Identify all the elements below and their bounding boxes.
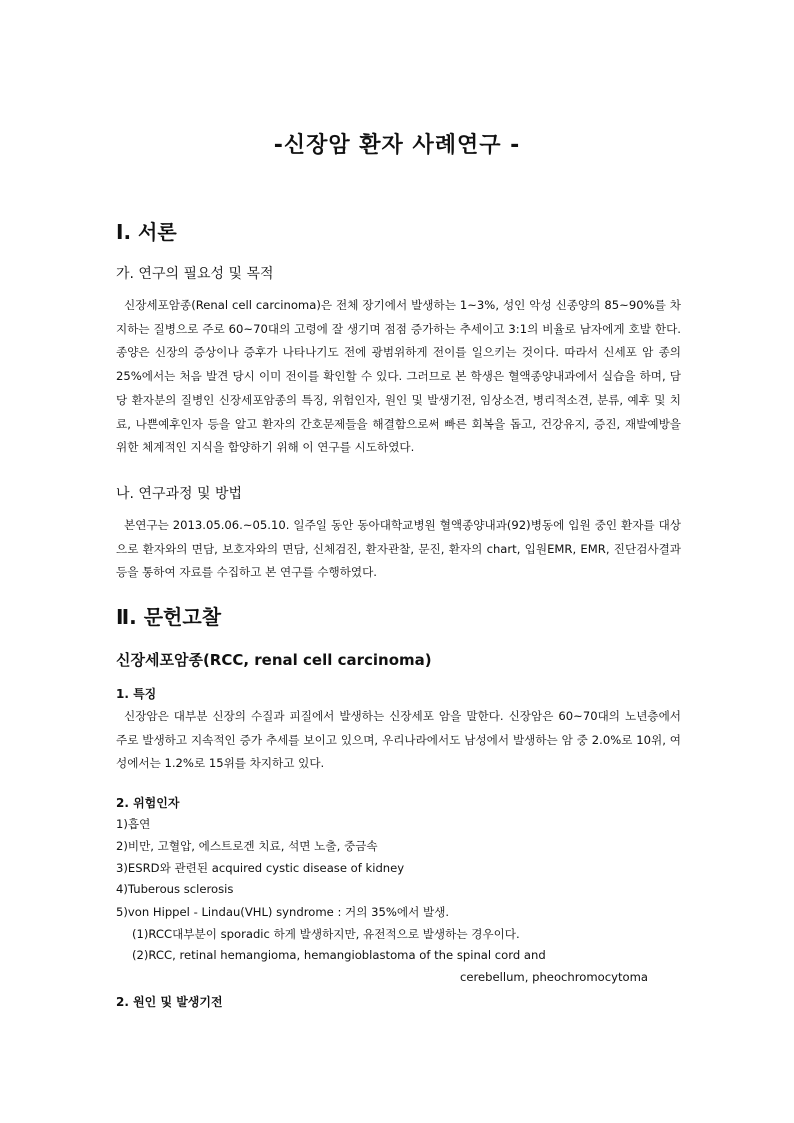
risk-factor-line: 1)흡연 bbox=[116, 817, 151, 831]
risk-factor-line: 2)비만, 고혈압, 에스트로겐 치료, 석면 노출, 중금속 bbox=[116, 839, 378, 853]
risk-factor-subline: (1)RCC대부분이 sporadic 하게 발생하지만, 유전적으로 발생하는 경우이다. bbox=[132, 927, 520, 941]
page-title: -신장암 환자 사례연구 - bbox=[273, 133, 521, 158]
risk-factor-line: 4)Tuberous sclerosis bbox=[116, 882, 234, 896]
section-heading-literature-review: Ⅱ. 문헌고찰 bbox=[116, 605, 222, 629]
topic-heading-rcc: 신장세포암종(RCC, renal cell carcinoma) bbox=[116, 651, 432, 669]
subsection-heading-purpose: 가. 연구의 필요성 및 목적 bbox=[116, 266, 274, 282]
paragraph-purpose: 신장세포암종(Renal cell carcinoma)은 전체 장기에서 발생하는 1~3%, 성인 악성 신종양의 85~90%를 차지하는 질병으로 주로 60~70대의 고령에 잘 생기며 점점 증가하는 추세이고 3:1의 비율로 남자에게 호발 한다. 종양은 신장의 증상이나 증후가 나타나기도 전에 광범위하게 전이를 일으키는 것이다. 따라서 신세포 암 종의 25%에서는 처음 발견 당시 이미 전이를 확인할 수 있다. 그러므로 본 학생은 혈액종양내과에서 실습을 하며, 담당 환자분의 질병인 신장세포암종의 특징, 위험인자, 원인 및 발생기전, 임상소견, 병리적소견, 분류, 예후 및 치료, 나쁜예후인자 등을 알고 환자의 간호문제들을 해결함으로써 빠른 회복을 돕고, 건강유지, 증진, 재발예방을 위한 체계적인 지식을 함양하기 위해 이 연구를 시도하였다. bbox=[116, 298, 681, 455]
item-heading-causes: 2. 원인 및 발생기전 bbox=[116, 995, 223, 1009]
risk-factor-subline: (2)RCC, retinal hemangioma, hemangioblastoma of the spinal cord and bbox=[132, 948, 546, 962]
item-heading-risk-factors: 2. 위험인자 bbox=[116, 796, 180, 810]
risk-factor-line: 5)von Hippel - Lindau(VHL) syndrome : 거의 35%에서 발생. bbox=[116, 905, 450, 919]
subsection-heading-method: 나. 연구과정 및 방법 bbox=[116, 486, 242, 502]
item-heading-features: 1. 특징 bbox=[116, 687, 157, 701]
section-heading-introduction: Ⅰ. 서론 bbox=[116, 220, 177, 244]
risk-factor-line: 3)ESRD와 관련된 acquired cystic disease of kidney bbox=[116, 861, 405, 875]
paragraph-features: 신장암은 대부분 신장의 수질과 피질에서 발생하는 신장세포 암을 말한다. 신장암은 60~70대의 노년층에서 주로 발생하고 지속적인 증가 추세를 보이고 있으며, 우리나라에서도 남성에서 발생하는 암 중 2.0%로 10위, 여성에서는 1.2%로 15위를 차지하고 있다. bbox=[116, 709, 681, 771]
risk-factor-subline-continuation: cerebellum, pheochromocytoma bbox=[460, 970, 649, 984]
paragraph-method: 본연구는 2013.05.06.~05.10. 일주일 동안 동아대학교병원 혈액종양내과(92)병동에 입원 중인 환자를 대상으로 환자와의 면담, 보호자와의 면담, 신체검진, 환자관찰, 문진, 환자의 chart, 입원EMR, EMR, 진단검사결과 등을 통하여 자료를 수집하고 본 연구를 수행하였다. bbox=[116, 518, 681, 580]
